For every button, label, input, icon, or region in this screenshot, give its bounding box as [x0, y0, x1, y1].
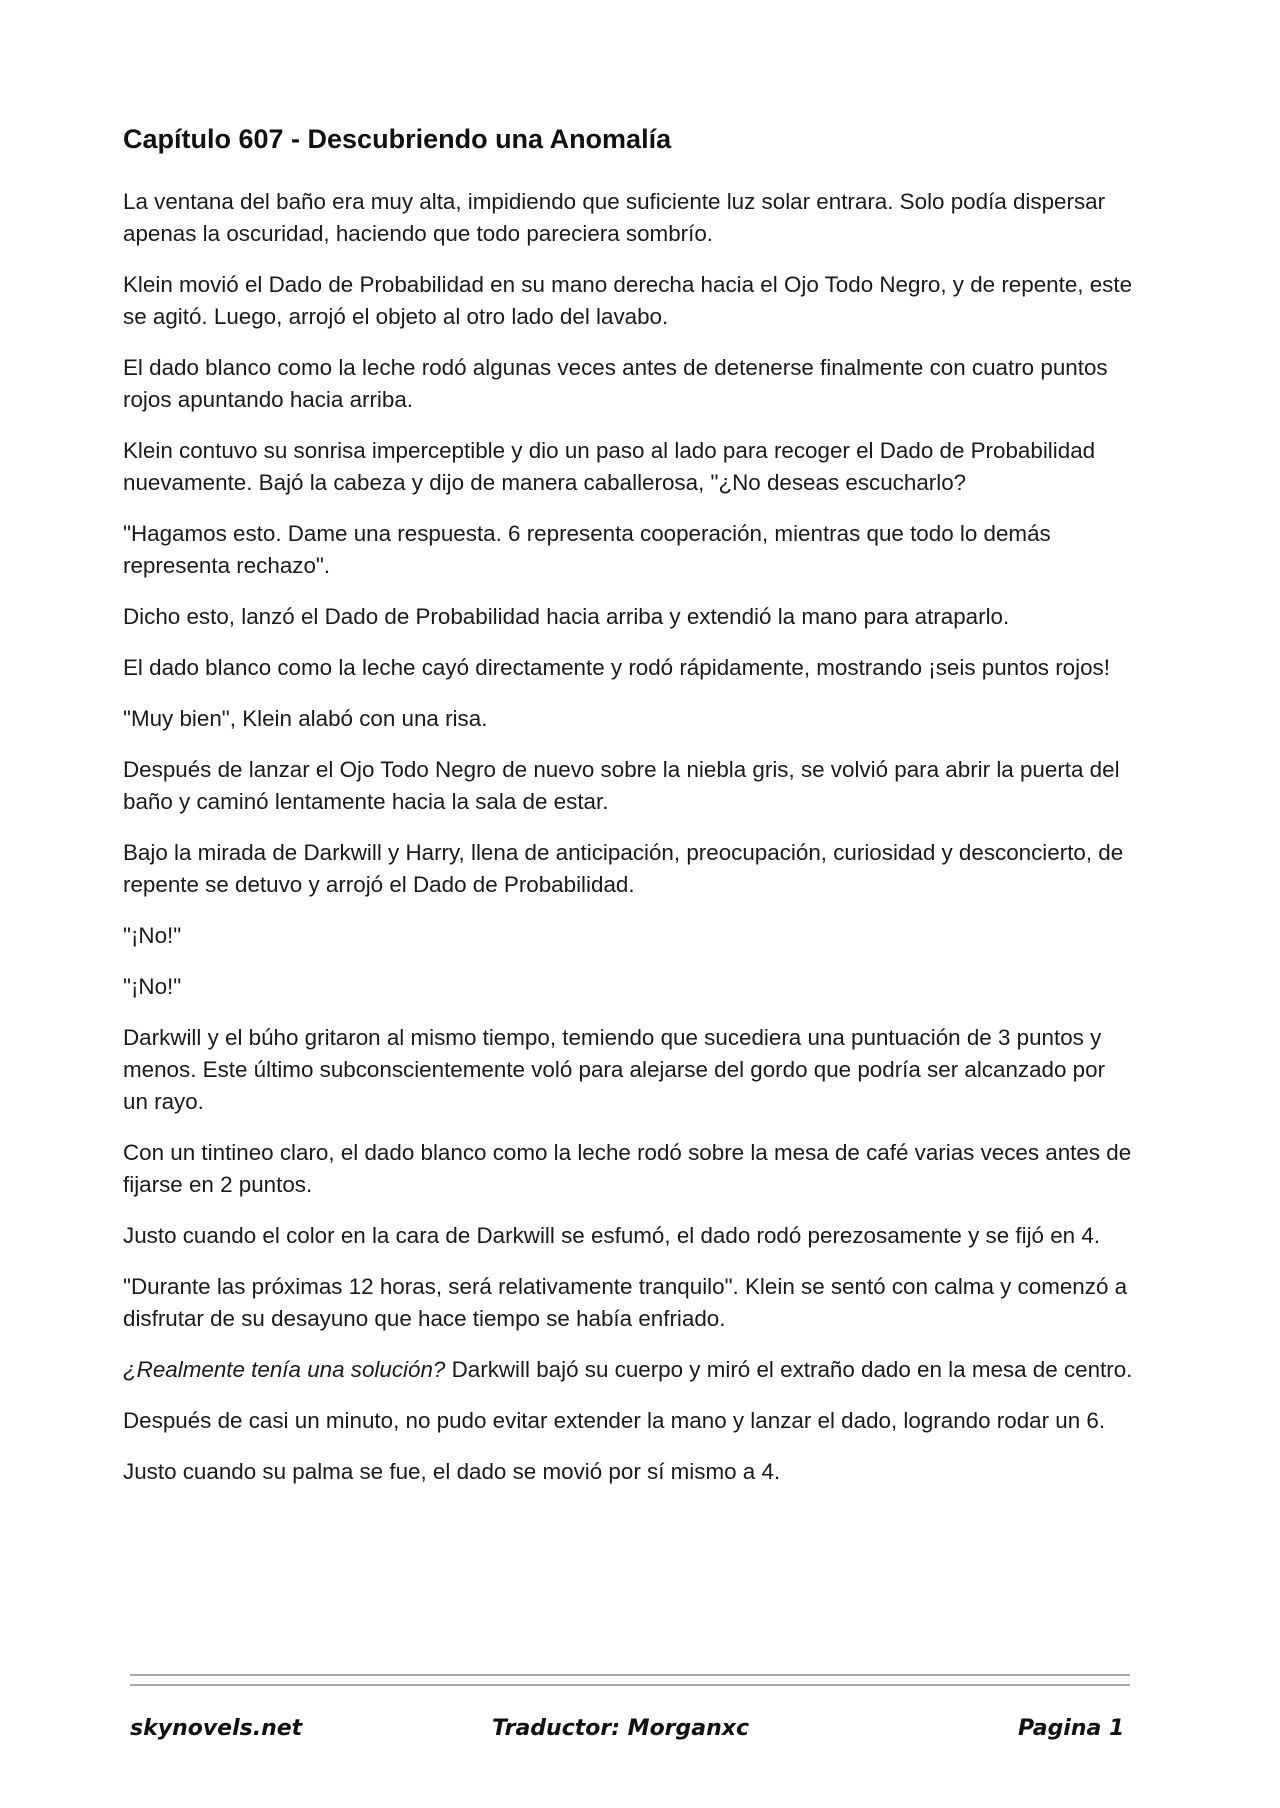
paragraph: Después de lanzar el Ojo Todo Negro de nuevo sobre la niebla gris, se volvió para abrir la puerta del baño y caminó lentamente hacia la sala de estar. [123, 757, 1120, 814]
paragraph: Justo cuando su palma se fue, el dado se movió por sí mismo a 4. [123, 1459, 781, 1484]
paragraph: "¡No!" [123, 923, 182, 948]
paragraph: Con un tintineo claro, el dado blanco como la leche rodó sobre la mesa de café varias veces antes de fijarse en 2 puntos. [123, 1140, 1132, 1197]
paragraph: "Durante las próximas 12 horas, será relativamente tranquilo". Klein se sentó con calma y comenzó a disfrutar de su desayuno que hace tiempo se había enfriado. [123, 1274, 1128, 1331]
paragraph: Bajo la mirada de Darkwill y Harry, llena de anticipación, preocupación, curiosidad y desconcierto, de repente se detuvo y arrojó el Dado de Probabilidad. [123, 840, 1124, 897]
paragraph-text: Darkwill bajó su cuerpo y miró el extraño dado en la mesa de centro. [445, 1357, 1133, 1382]
paragraph: "Muy bien", Klein alabó con una risa. [123, 706, 488, 731]
paragraph: La ventana del baño era muy alta, impidiendo que suficiente luz solar entrara. Solo podía dispersar apenas la oscuridad, haciendo que todo pareciera sombrío. [123, 189, 1106, 246]
footer-translator: Traductor: Morganxc [492, 1716, 750, 1741]
paragraph: Klein movió el Dado de Probabilidad en su mano derecha hacia el Ojo Todo Negro, y de repente, este se agitó. Luego, arrojó el objeto al otro lado del lavabo. [123, 272, 1133, 329]
paragraph: Klein contuvo su sonrisa imperceptible y dio un paso al lado para recoger el Dado de Probabilidad nuevamente. Bajó la cabeza y dijo de manera caballerosa, "¿No deseas escucharlo? [123, 438, 1096, 495]
paragraph: El dado blanco como la leche cayó directamente y rodó rápidamente, mostrando ¡seis puntos rojos! [123, 655, 1110, 680]
paragraph: "Hagamos esto. Dame una respuesta. 6 representa cooperación, mientras que todo lo demás representa rechazo". [123, 521, 1051, 578]
page-footer [0, 1716, 1280, 1752]
italic-thought: ¿Realmente tenía una solución? [123, 1357, 446, 1382]
footer-page-number: Pagina 1 [1018, 1716, 1125, 1741]
footer-site: skynovels.net [130, 1716, 303, 1741]
paragraph [123, 1354, 1133, 1386]
footer-divider-bottom [130, 1684, 1130, 1686]
paragraph: Dicho esto, lanzó el Dado de Probabilidad hacia arriba y extendió la mano para atraparlo. [123, 604, 1010, 629]
chapter-title: Capítulo 607 - Descubriendo una Anomalía [123, 124, 672, 154]
paragraph: Justo cuando el color en la cara de Darkwill se esfumó, el dado rodó perezosamente y se fijó en 4. [123, 1223, 1101, 1248]
paragraph: Darkwill y el búho gritaron al mismo tiempo, temiendo que sucediera una puntuación de 3 puntos y menos. Este último subconscientemente voló para alejarse del gordo que podría ser alcanzado por un rayo. [123, 1025, 1106, 1114]
paragraph: El dado blanco como la leche rodó algunas veces antes de detenerse finalmente con cuatro puntos rojos apuntando hacia arriba. [123, 355, 1108, 412]
document-body [123, 122, 1133, 1507]
paragraph: Después de casi un minuto, no pudo evitar extender la mano y lanzar el dado, logrando rodar un 6. [123, 1408, 1106, 1433]
paragraph: "¡No!" [123, 974, 182, 999]
footer-divider-top [130, 1674, 1130, 1676]
